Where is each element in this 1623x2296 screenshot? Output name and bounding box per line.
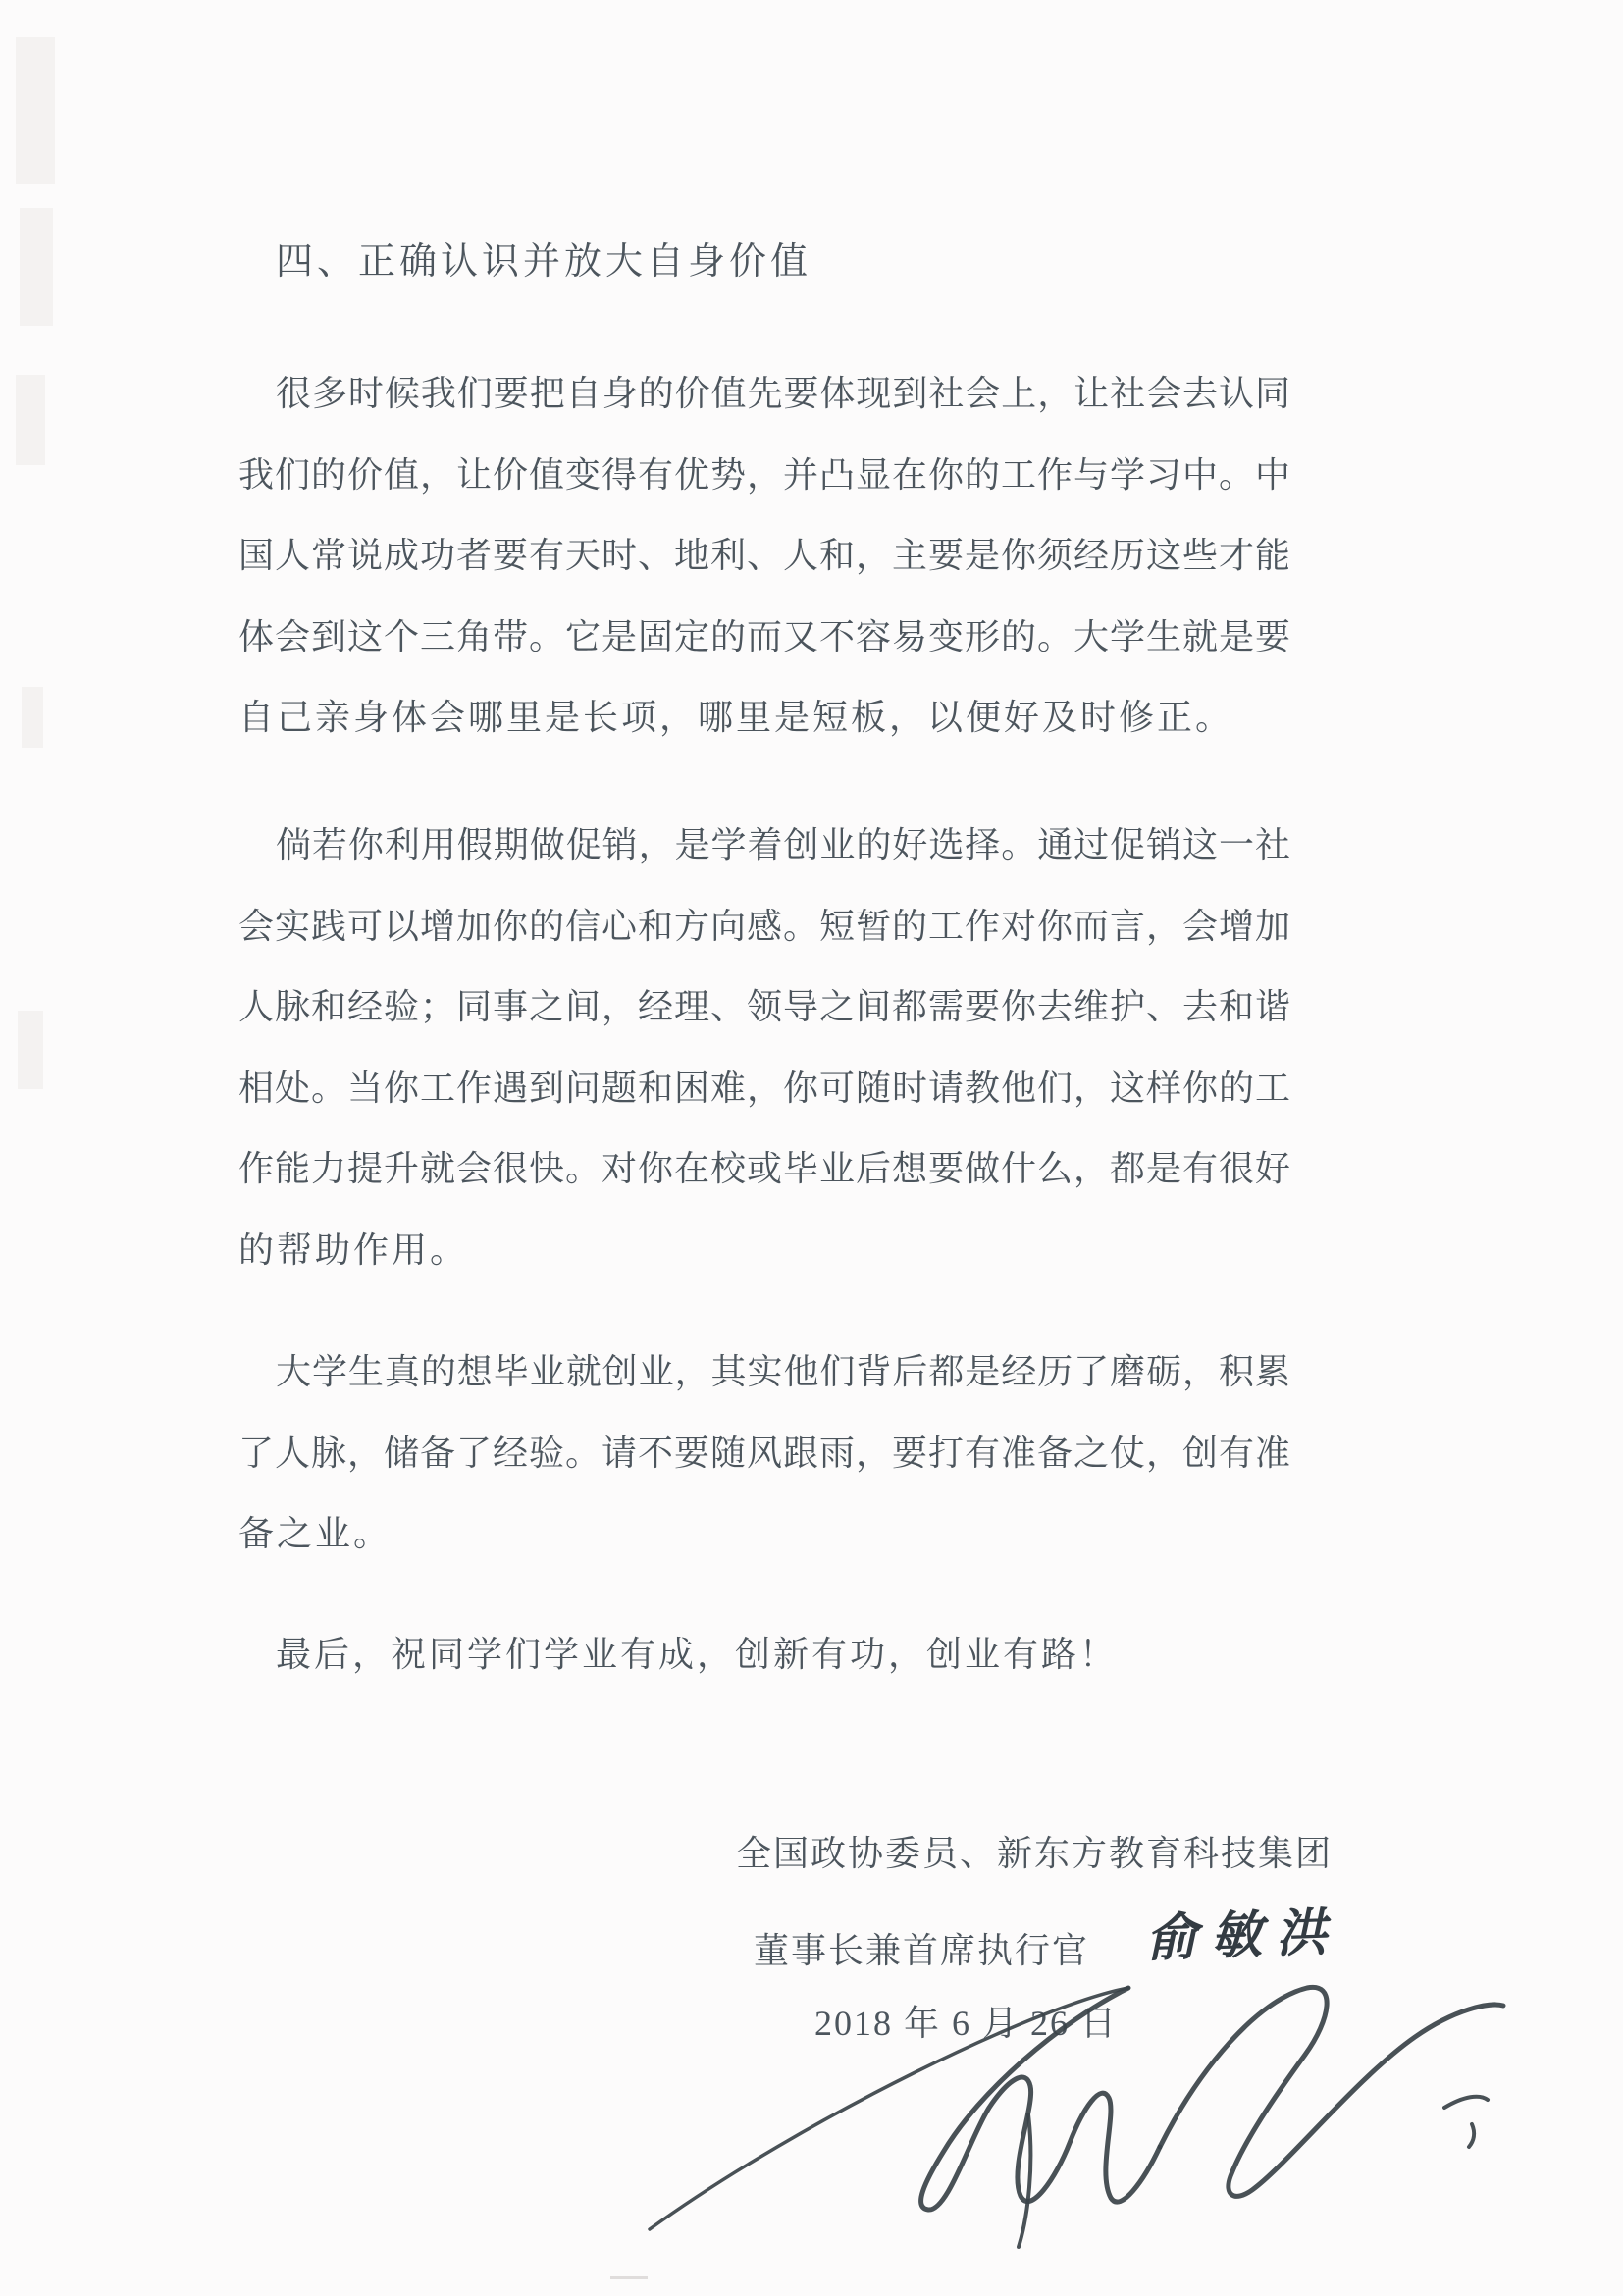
scan-artifact xyxy=(16,375,45,465)
text-line: 了人脉，储备了经验。请不要随风跟雨，要打有准备之仗，创有准 xyxy=(238,1433,1290,1473)
paragraph xyxy=(238,1614,1290,1696)
signature-title-row xyxy=(754,1905,1341,1972)
closing-line: 最后，祝同学们学业有成，创新有功，创业有路！ xyxy=(276,1635,1119,1674)
paragraph xyxy=(238,1331,1290,1575)
text-line: 大学生真的想毕业就创业，其实他们背后都是经历了磨砺，积累 xyxy=(276,1352,1290,1391)
text-line: 备之业。 xyxy=(238,1514,393,1553)
text-line: 的帮助作用。 xyxy=(238,1229,469,1270)
scan-artifact xyxy=(18,1011,43,1089)
text-line: 相处。当你工作遇到问题和困难，你可随时请教他们，这样你的工 xyxy=(238,1068,1290,1108)
handwritten-name: 俞敏洪 xyxy=(1145,1905,1341,1968)
scan-artifact xyxy=(16,37,55,184)
text-line: 倘若你利用假期做促销，是学着创业的好选择。通过促销这一社 xyxy=(276,825,1290,864)
paragraph xyxy=(238,805,1290,1290)
signature-date: 2018 年 6 月 26 日 xyxy=(814,2004,1119,2043)
text-line: 会实践可以增加你的信心和方向感。短暂的工作对你而言，会增加 xyxy=(238,906,1290,946)
paragraph xyxy=(238,353,1290,758)
section-heading: 四、正确认识并放大自身价值 xyxy=(276,241,812,283)
scan-artifact xyxy=(610,2276,648,2279)
text-line: 人脉和经验；同事之间，经理、领导之间都需要你去维护、去和谐 xyxy=(238,987,1290,1026)
signature-org-line: 全国政协委员、新东方教育科技集团 xyxy=(736,1834,1334,1873)
text-line: 很多时候我们要把自身的价值先要体现到社会上，让社会去认同 xyxy=(276,374,1290,413)
signature-title-line: 董事长兼首席执行官 xyxy=(754,1931,1090,1970)
text-line: 国人常说成功者要有天时、地利、人和，主要是你须经历这些才能 xyxy=(238,536,1290,575)
text-line: 自己亲身体会哪里是长项，哪里是短板，以便好及时修正。 xyxy=(238,698,1234,737)
text-line: 体会到这个三角带。它是固定的而又不容易变形的。大学生就是要 xyxy=(238,616,1290,656)
scan-artifact xyxy=(22,687,43,748)
text-line: 作能力提升就会很快。对你在校或毕业后想要做什么，都是有很好 xyxy=(238,1149,1290,1188)
text-line: 我们的价值，让价值变得有优势，并凸显在你的工作与学习中。中 xyxy=(238,454,1290,495)
scan-artifact xyxy=(20,208,53,326)
